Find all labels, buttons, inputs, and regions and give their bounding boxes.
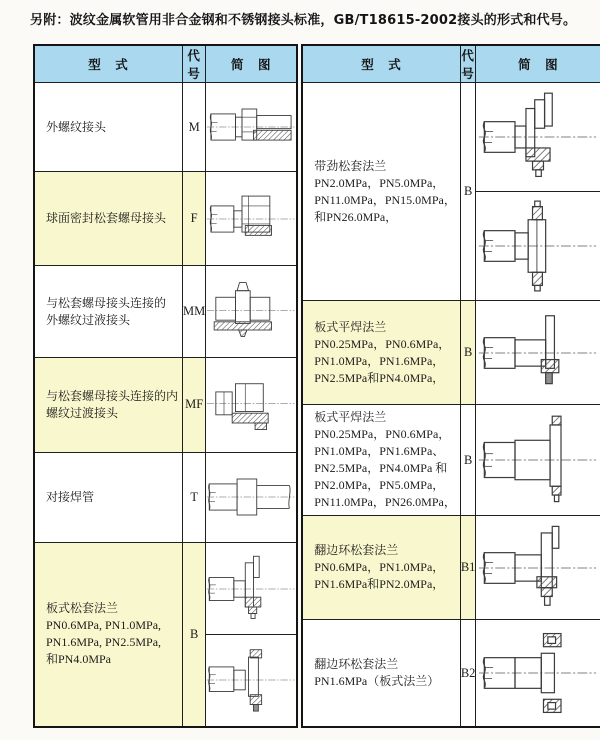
diagram-cell <box>206 542 298 727</box>
type-text-line: 板式平焊法兰 <box>314 410 387 424</box>
type-cell <box>302 516 460 620</box>
fittings-table <box>33 44 600 728</box>
type-text-line: PN1.0MPa，PN1.6MPa、 <box>314 444 445 458</box>
type-text-line: 带劲松套法兰 <box>314 158 387 173</box>
male-thread-fitting-diagram <box>206 88 296 166</box>
diagram-cell <box>206 83 298 172</box>
type-cell <box>34 266 183 358</box>
type-text-line: 和PN4.0MPa <box>46 652 112 667</box>
lap-ring-loose-flange-diagram <box>476 522 600 614</box>
code-cell: B2 <box>460 620 476 728</box>
type-text-line: PN1.6MPa, PN2.5MPa, <box>46 635 162 650</box>
type-text-line: PN11.0MPa，PN15.0MPa， <box>314 192 456 207</box>
table-row <box>34 172 297 266</box>
flat-weld-flange-diagram <box>476 307 600 399</box>
fittings-table-left <box>33 44 298 728</box>
diagram-cell-section <box>476 409 600 511</box>
header-row <box>34 45 297 83</box>
type-text-line: 翻边环松套法兰 <box>314 543 399 557</box>
diagram-cell <box>476 301 600 405</box>
type-text-line: 外螺纹过液接头 <box>46 312 131 327</box>
diagram-cell-section <box>206 359 296 451</box>
code-cell: B <box>183 542 206 727</box>
type-text-line: PN2.5MPa，PN4.0MPa 和 <box>314 461 448 475</box>
type-text-line: PN1.6MPa（板式法兰） <box>314 674 440 688</box>
code-cell: F <box>183 172 206 266</box>
col-header-diagram: 简 图 <box>476 45 600 83</box>
code-cell: T <box>183 452 206 542</box>
code-cell: MM <box>183 266 206 358</box>
type-text-line: PN2.0MPa，PN5.0MPa， <box>314 175 445 190</box>
type-text-line: PN1.6MPa和PN2.0MPa， <box>314 577 445 591</box>
type-text-line: 螺纹过渡接头 <box>46 405 119 420</box>
table-row <box>34 266 297 358</box>
type-text-line: PN2.0MPa，PN5.0MPa， <box>314 478 445 492</box>
diagram-cell-section <box>476 191 600 300</box>
table-row <box>302 83 600 301</box>
type-text-line: 板式松套法兰 <box>46 601 119 616</box>
col-header-diagram: 简 图 <box>206 45 298 83</box>
table-row <box>302 620 600 728</box>
type-cell <box>34 358 183 452</box>
diagram-cell <box>206 172 298 266</box>
table-row <box>34 452 297 542</box>
type-cell <box>34 542 183 727</box>
code-cell: B <box>460 83 476 301</box>
type-text-line: PN0.6MPa，PN1.0MPa， <box>314 560 445 574</box>
spherical-seal-swivel-nut-fitting-diagram <box>206 180 296 258</box>
plate-loose-flange-bolt-diagram <box>206 641 296 719</box>
diagram-cell <box>476 83 600 301</box>
type-cell <box>302 301 460 405</box>
diagram-cell-section <box>206 267 296 357</box>
type-text-line: 与松套螺母接头连接的内 <box>46 388 179 403</box>
col-header-type: 型 式 <box>302 45 460 83</box>
type-text-line: PN0.25MPa，PN0.6MPa， <box>314 427 451 441</box>
type-text-line: 和PN26.0MPa， <box>314 209 398 224</box>
diagram-cell-section <box>476 516 600 619</box>
type-cell <box>34 452 183 542</box>
diagram-cell-section <box>206 544 296 634</box>
type-cell <box>302 83 460 301</box>
code-cell: B1 <box>460 516 476 620</box>
flat-weld-flange-bolted-diagram <box>476 414 600 506</box>
butt-weld-pipe-diagram <box>206 458 296 536</box>
diagram-cell-section <box>476 83 600 191</box>
type-text-line: 翻边环松套法兰 <box>314 657 399 671</box>
female-union-adapter-diagram <box>206 366 296 444</box>
col-header-code: 代号 <box>460 45 476 83</box>
type-text-line: 外螺纹接头 <box>46 119 107 134</box>
type-cell <box>302 405 460 516</box>
type-text-line: PN0.25MPa，PN0.6MPa， <box>314 336 451 351</box>
page-title: 另附：波纹金属软管用非合金钢和不锈钢接头标准，GB/T18615-2002接头的形式和代号。 <box>30 13 577 28</box>
male-union-adapter-diagram <box>206 273 296 351</box>
diagram-cell-section <box>206 173 296 265</box>
fittings-table-right <box>301 44 600 728</box>
diagram-cell-section <box>206 84 296 171</box>
col-header-type: 型 式 <box>34 45 183 83</box>
diagram-cell-section <box>206 634 296 725</box>
type-text-line: PN2.5MPa和PN4.0MPa， <box>314 370 445 385</box>
type-text-line: 对接焊管 <box>46 489 95 504</box>
lap-ring-loose-flange-plate-diagram <box>476 627 600 719</box>
type-text-line: PN0.6MPa, PN1.0MPa, <box>46 618 162 633</box>
code-cell: B <box>460 301 476 405</box>
type-text-line: PN11.0MPa，PN26.0MPa， <box>314 495 456 509</box>
table-row <box>302 405 600 516</box>
diagram-cell <box>476 620 600 728</box>
diagram-cell-section <box>206 453 296 541</box>
diagram-cell-section <box>476 301 600 404</box>
diagram-cell <box>206 266 298 358</box>
type-cell <box>34 172 183 266</box>
type-text-line: 球面密封松套螺母接头 <box>46 211 167 226</box>
neck-loose-flange-bolt-diagram <box>476 200 600 292</box>
diagram-cell-section <box>476 620 600 726</box>
code-cell: MF <box>183 358 206 452</box>
type-cell <box>34 83 183 172</box>
col-header-code: 代号 <box>183 45 206 83</box>
code-cell: M <box>183 83 206 172</box>
code-cell: B <box>460 405 476 516</box>
diagram-cell <box>206 358 298 452</box>
table-row <box>302 516 600 620</box>
type-cell <box>302 620 460 728</box>
type-text-line: PN1.0MPa，PN1.6MPa， <box>314 353 445 368</box>
type-text-line: 板式平焊法兰 <box>314 319 387 334</box>
neck-loose-flange-stud-diagram <box>476 91 600 183</box>
type-text-line: 与松套螺母接头连接的 <box>46 295 167 310</box>
diagram-cell <box>476 516 600 620</box>
diagram-cell <box>476 405 600 516</box>
table-row <box>34 358 297 452</box>
diagram-cell <box>206 452 298 542</box>
table-row <box>34 542 297 727</box>
table-row <box>302 301 600 405</box>
table-row <box>34 83 297 172</box>
header-row <box>302 45 600 83</box>
plate-loose-flange-stud-diagram <box>206 550 296 628</box>
